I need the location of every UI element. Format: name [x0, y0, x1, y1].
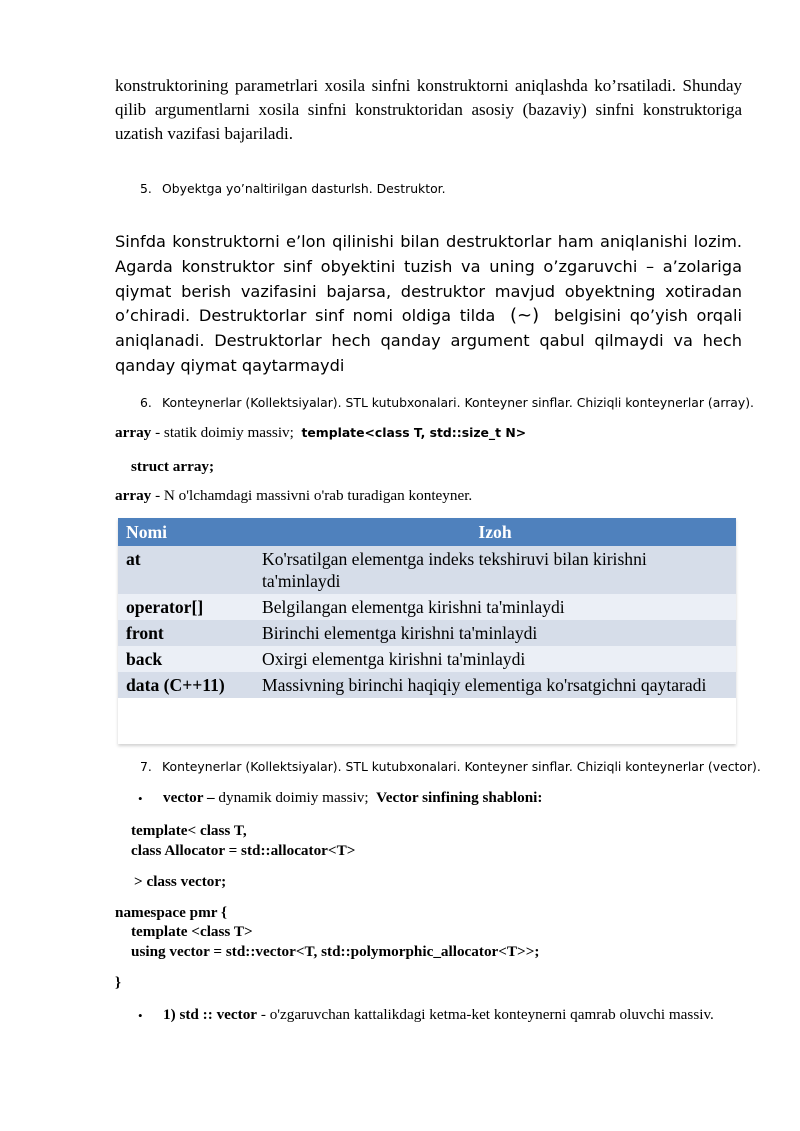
list-item-text: Konteynerlar (Kollektsiyalar). STL kutubxonalari. Konteyner sinflar. Chiziqli konteynerlar (array).	[162, 395, 754, 410]
table-row	[118, 546, 736, 594]
code-line-5: template <class T>	[131, 923, 253, 940]
code-line-3: > class vector;	[134, 873, 227, 890]
bullet-icon: •	[138, 1008, 143, 1023]
code-line-1: template< class T,	[131, 822, 247, 839]
array-line	[115, 424, 526, 442]
code-line-6: using vector = std::vector<T, std::polymorphic_allocator<T>>;	[131, 943, 540, 960]
array-template: template<class T, std::size_t N>	[301, 425, 527, 440]
row-description: Massivning birinchi haqiqiy elementiga ko'rsatgichni qaytaradi	[254, 672, 736, 698]
code-line-2: class Allocator = std::allocator<T>	[131, 842, 356, 859]
array-dash: -	[151, 424, 164, 441]
array-dash: -	[151, 487, 164, 504]
row-description: Ko'rsatilgan elementga indeks tekshiruvi bilan kirishni ta'minlaydi	[254, 546, 736, 594]
struct-line: struct array;	[131, 458, 215, 475]
header-name: Nomi	[118, 518, 254, 546]
row-description: Birinchi elementga kirishni ta'minlaydi	[254, 620, 736, 646]
array-desc: statik doimiy massiv;	[163, 424, 294, 441]
table-row	[118, 672, 736, 698]
list-number: 6.	[140, 395, 152, 410]
header-description: Izoh	[254, 518, 736, 546]
row-name: back	[118, 646, 254, 672]
row-description: Oxirgi elementga kirishni ta'minlaydi	[254, 646, 736, 672]
list-number: 5.	[140, 181, 152, 196]
table-row	[118, 646, 736, 672]
vector-desc: dynamik doimiy massiv;	[214, 789, 369, 806]
intro-paragraph: konstruktorining parametrlari xosila sinfni konstruktorni aniqlashda ko’rsatiladi. Shunday qilib argumentlarni xosila sinfni konstruktoridan asosiy (bazaviy) sinfni konstruktoriga uzatish vazifasi bajariladi.	[115, 76, 742, 143]
array-desc-text: N o'lchamdagi massivni o'rab turadigan konteyner.	[163, 487, 473, 504]
list-item-7	[140, 759, 761, 774]
array-term: array	[115, 487, 152, 504]
vector-line	[163, 789, 542, 807]
list-item-5	[140, 181, 446, 196]
vector-term: vector –	[163, 789, 215, 806]
destructor-text-before: Sinfda konstruktorni e’lon qilinishi bilan destruktorlar ham aniqlanishi lozim. Agarda konstruktor sinf obyektini tuzish va uning o’zgaruvchi – a’zolariga qiymat berish vazifasini bajarsa, destruktor mavjud obyektning xotiradan o’chiradi. Destruktorlar sinf nomi oldiga tilda	[115, 232, 742, 326]
list-item-6	[140, 395, 754, 410]
std-vector-term: 1) std :: vector	[163, 1006, 258, 1023]
list-item-text: Konteynerlar (Kollektsiyalar). STL kutubxonalari. Konteyner sinflar. Chiziqli konteynerlar (vector).	[162, 759, 761, 774]
code-line-7: }	[115, 974, 121, 991]
std-vector-desc: - o'zgaruvchan kattalikdagi ketma-ket konteynerni qamrab oluvchi massiv.	[257, 1006, 714, 1023]
array-term: array	[115, 424, 152, 441]
array-methods-table	[118, 518, 736, 698]
vector-template-label: Vector sinfining shabloni:	[376, 789, 543, 806]
bullet-icon: •	[138, 791, 143, 806]
row-name: at	[118, 546, 254, 594]
list-number: 7.	[140, 759, 152, 774]
array-description	[115, 487, 472, 505]
destructor-text-after: belgisini qo’yish orqali aniqlanadi. Destruktorlar hech qanday argument qabul qilmaydi va hech qanday qiymat qaytarmaydi	[115, 306, 742, 375]
std-vector-line	[163, 1005, 723, 1025]
list-item-text: Obyektga yo’naltirilgan dasturlsh. Destruktor.	[162, 181, 446, 196]
row-name: front	[118, 620, 254, 646]
row-name: data (C++11)	[118, 672, 254, 698]
table-row	[118, 620, 736, 646]
row-description: Belgilangan elementga kirishni ta'minlaydi	[254, 594, 736, 620]
row-name: operator[]	[118, 594, 254, 620]
table-header-row	[118, 518, 736, 546]
code-line-4: namespace pmr {	[115, 904, 228, 921]
tilde-symbol: (~)	[510, 305, 540, 327]
table-row	[118, 594, 736, 620]
destructor-paragraph	[115, 230, 742, 379]
